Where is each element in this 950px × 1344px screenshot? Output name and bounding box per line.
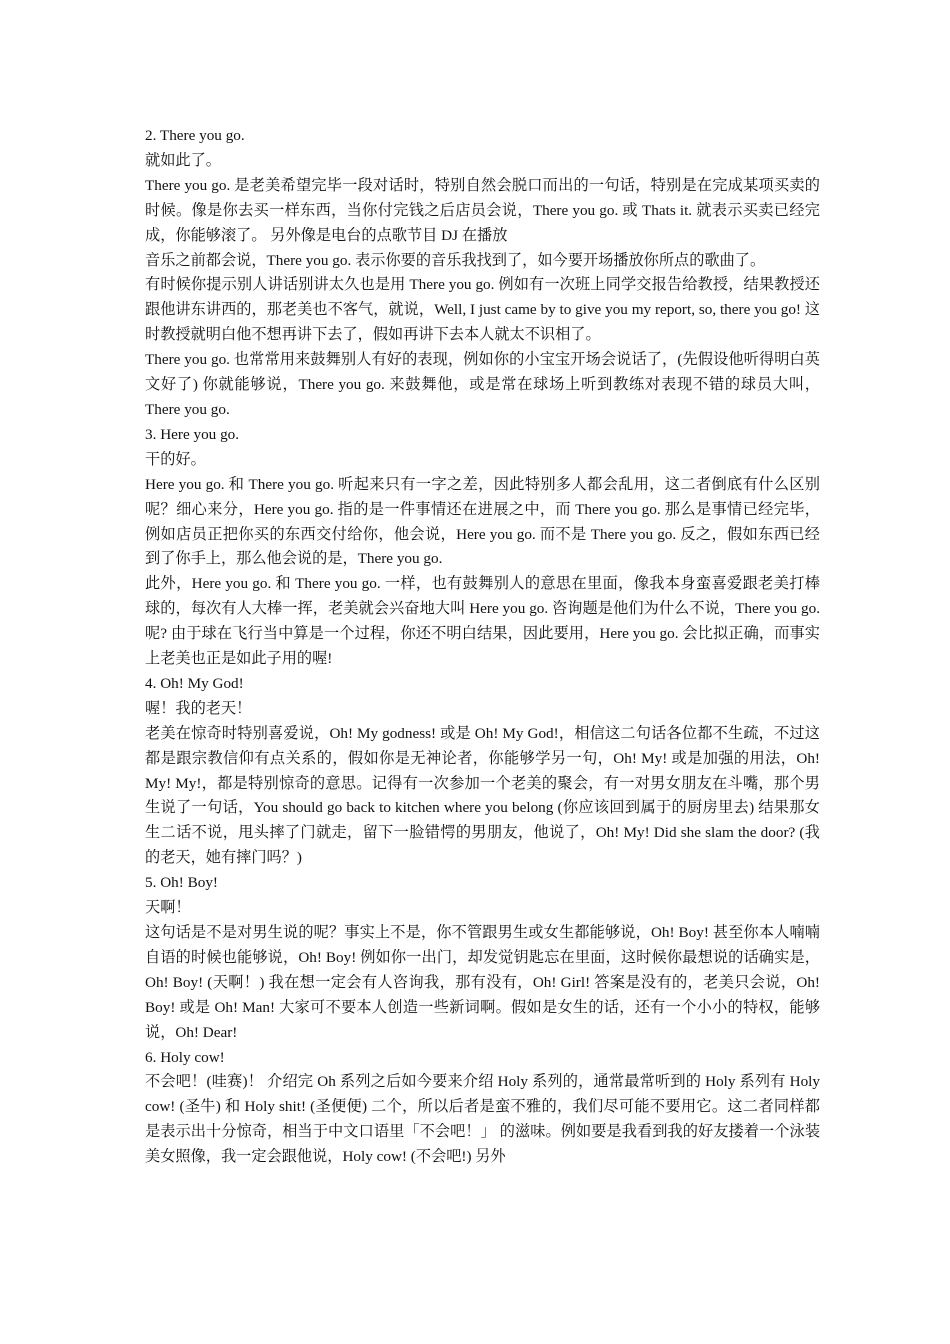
document-page xyxy=(145,124,820,1170)
heading-here-you-go: 3. Here you go. xyxy=(145,425,240,443)
body-paragraph: 这句话是不是对男生说的呢？事实上不是，你不管跟男生或女生都能够说，Oh! Boy! 甚至你本人喃喃自语的时候也能够说，Oh! Boy! 例如你一出门，却发觉钥匙忘在里面，这时候你最想说的话确实是，Oh! Boy! (天啊！) 我在想一定会有人咨询我，那有没有，Oh! Girl! 答案是没有的，老美只会说，Oh! Boy! 或是 Oh! Man! 大家可不要本人创造一些新词啊。假如是女生的话，还有一个小小的特权，能够说，Oh! Dear! xyxy=(145,924,820,1041)
body-paragraph: 此外，Here you go. 和 There you go. 一样，也有鼓舞别人的意思在里面，像我本身蛮喜爱跟老美打棒球的，每次有人大棒一挥，老美就会兴奋地大叫 Here you go. 咨询题是他们为什么不说，There you go. 呢? 由于球在飞行当中算是一个过程，你还不明白结果，因此要用，Here you go. 会比拟正确，而事实上老美也正是如此子用的喔! xyxy=(145,575,820,668)
body-paragraph: Here you go. 和 There you go. 听起来只有一字之差，因此特别多人都会乱用，这二者倒底有什么区别呢？细心来分，Here you go. 指的是一件事情还在进展之中，而 There you go. 那么是事情已经完毕，例如店员正把你买的东西交付给你，他会说，Here you go. 而不是 There you go. 反之，假如东西已经到了你手上，那么他会说的是，There you go. xyxy=(145,475,820,568)
heading-oh-boy: 5. Oh! Boy! xyxy=(145,874,218,892)
translation-line: 就如此了。 xyxy=(145,151,221,169)
heading-oh-my-god: 4. Oh! My God! xyxy=(145,674,244,692)
translation-line: 天啊！ xyxy=(145,899,191,917)
translation-line: 喔！我的老天！ xyxy=(145,699,252,717)
heading-holy-cow: 6. Holy cow! xyxy=(145,1048,225,1066)
body-paragraph: There you go. 是老美希望完毕一段对话时，特别自然会脱口而出的一句话，特别是在完成某项买卖的时候。像是你去买一样东西，当你付完钱之后店员会说，There you go. 或 Thats it. 就表示买卖已经完成，你能够滚了。 另外像是电台的点歌节目 DJ 在播放 xyxy=(145,176,820,244)
body-paragraph: 老美在惊奇时特别喜爱说，Oh! My godness! 或是 Oh! My God!，相信这二句话各位都不生疏，不过这都是跟宗教信仰有点关系的，假如你是无神论者，你能够学另一句，Oh! My! 或是加强的用法，Oh! My! My!，都是特别惊奇的意思。记得有一次参加一个老美的聚会，有一对男女朋友在斗嘴，那个男生说了一句话，You should go back to kitchen where you belong (你应该回到属于的厨房里去) 结果那女生二话不说，甩头摔了门就走，留下一脸错愕的男朋友，他说了，Oh! My! Did she slam the door? (我的老天，她有摔门吗？) xyxy=(145,724,820,867)
body-paragraph: 不会吧！(哇赛)！ 介绍完 Oh 系列之后如今要来介绍 Holy 系列的，通常最常听到的 Holy 系列有 Holy cow! (圣牛) 和 Holy shit! (圣便便) 二个，所以后者是蛮不雅的，我们尽可能不要用它。这二者同样都是表示出十分惊奇，相当于中文口语里「不会吧！」 的滋味。例如要是我看到我的好友搂着一个泳装美女照像，我一定会跟他说，Holy cow! (不会吧!) 另外 xyxy=(145,1073,820,1166)
heading-there-you-go: 2. There you go. xyxy=(145,127,245,144)
body-paragraph: 音乐之前都会说，There you go. 表示你要的音乐我找到了，如今要开场播放你所点的歌曲了。 xyxy=(145,251,766,269)
translation-line: 干的好。 xyxy=(145,450,206,468)
body-paragraph: 有时候你提示别人讲话别讲太久也是用 There you go. 例如有一次班上同学交报告给教授，结果教授还跟他讲东讲西的，那老美也不客气，就说，Well, I just came by to give you my report, so, there you go! 这时教授就明白他不想再讲下去了，假如再讲下去本人就太不识相了。 xyxy=(145,276,820,344)
body-paragraph: There you go. 也常常用来鼓舞别人有好的表现，例如你的小宝宝开场会说话了，(先假设他听得明白英文好了) 你就能够说，There you go. 来鼓舞他，或是常在球场上听到教练对表现不错的球员大叫，There you go. xyxy=(145,351,820,418)
